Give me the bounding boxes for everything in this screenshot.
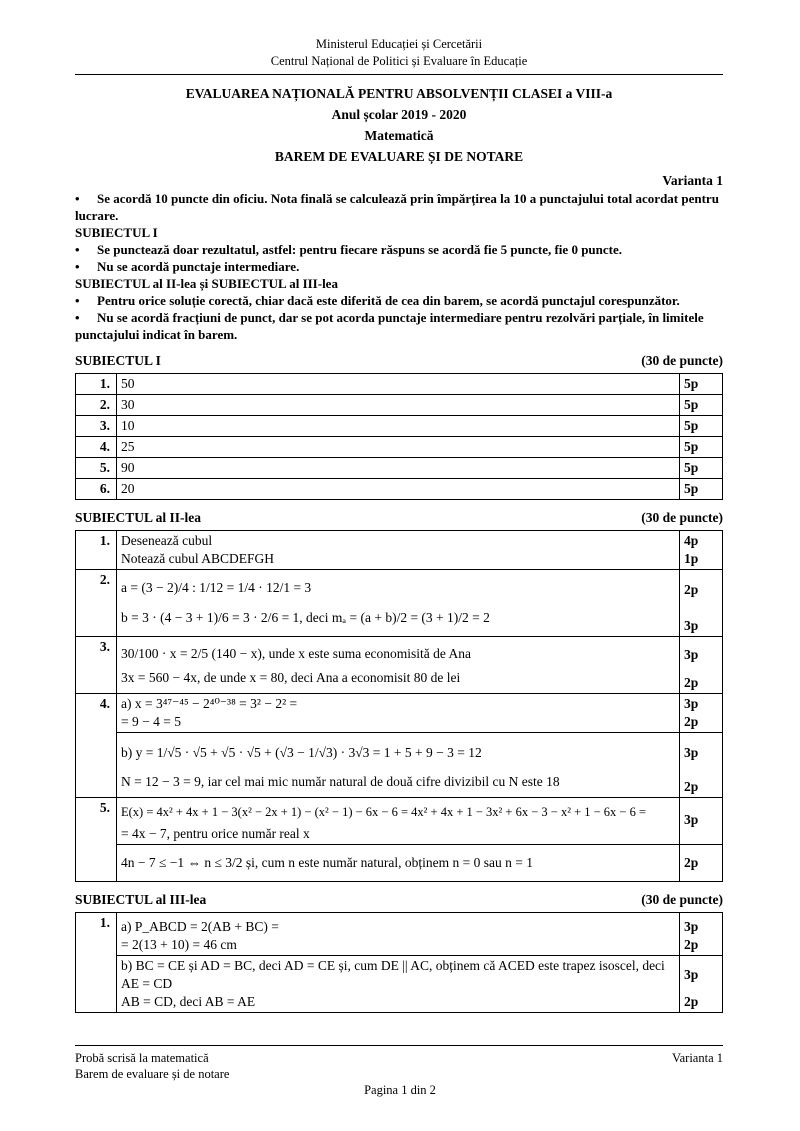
s2-table <box>75 530 723 882</box>
table-row: 5. 90 5p <box>76 458 723 479</box>
rule-item: • Se punctează doar rezultatul, astfel: pentru fiecare răspuns se acordă fie 5 puncte, fie 0 puncte. <box>75 242 623 257</box>
table-row: 3. 30/100 · x = 2/5 (140 − x), unde x este suma economisită de Ana 3x = 560 − 4x, de unde x = 80, deci Ana a economisit 80 de lei 3p 2p <box>76 637 723 694</box>
table-row: 1. Desenează cubul Notează cubul ABCDEFGH 4p 1p <box>76 531 723 570</box>
footer-variant: Varianta 1 <box>671 1051 723 1065</box>
table-row: 6. 20 5p <box>76 479 723 500</box>
table-row: 4. 25 5p <box>76 437 723 458</box>
barem-title: BAREM DE EVALUARE ȘI DE NOTARE <box>274 149 524 164</box>
school-year: Anul școlar 2019 - 2020 <box>331 107 467 122</box>
table-row: 2. a = (3 − 2)/4 : 1/12 = 1/4 · 12/1 = 3 b = 3 · (4 − 3 + 1)/6 = 3 · 2/6 = 1, deci mₐ = (a + b)/2 = (3 + 1)/2 = 2 2p 3p <box>76 570 723 637</box>
exam-title: EVALUAREA NAȚIONALĂ PENTRU ABSOLVENȚII CLASEI a VIII-a <box>185 86 613 101</box>
rules-section-title: SUBIECTUL al II-lea și SUBIECTUL al III-lea <box>75 276 338 291</box>
footer-barem-label: Barem de evaluare și de notare <box>75 1067 230 1081</box>
grading-rules <box>75 190 723 343</box>
section-header-s2: SUBIECTUL al II-lea (30 de puncte) <box>75 510 723 525</box>
table-row: b) BC = CE și AD = BC, deci AD = CE și, cum DE || AC, obținem că ACED este trapez isoscel, deci AE = CD AB = CD, deci AB = AE 3p 2p <box>76 956 723 1013</box>
rules-section-title: SUBIECTUL I <box>75 225 158 240</box>
table-row: 5. E(x) = 4x² + 4x + 1 − 3(x² − 2x + 1) − (x² − 1) − 6x − 6 = 4x² + 4x + 1 − 3x² + 6x − 3 − x² + 1 − 6x − 6 = = 4x − 7, pentru orice număr real x 3p <box>76 798 723 845</box>
section-header-s1: SUBIECTUL I (30 de puncte) <box>75 353 723 368</box>
subject-name: Matematică <box>364 128 434 143</box>
page-number: Pagina 1 din 2 <box>364 1083 436 1097</box>
page <box>75 0 723 1013</box>
center-name: Centrul Național de Politici și Evaluare în Educație <box>270 54 528 68</box>
document-footer <box>75 1050 723 1082</box>
rule-item: • Pentru orice soluție corectă, chiar dacă este diferită de cea din barem, se acordă punctajul corespunzător. <box>75 293 680 308</box>
table-row: 2. 30 5p <box>76 395 723 416</box>
variant-label: Varianta 1 <box>662 173 723 188</box>
footer-exam-label: Probă scrisă la matematică <box>75 1051 209 1065</box>
section-header-s3: SUBIECTUL al III-lea (30 de puncte) <box>75 892 723 907</box>
ministry-name: Ministerul Educației și Cercetării <box>315 37 483 51</box>
header-divider <box>75 74 723 75</box>
s1-table <box>75 373 723 500</box>
table-row: 1. 50 5p <box>76 374 723 395</box>
document-title <box>75 83 723 167</box>
table-row: 4n − 7 ≤ −1 ⇔ n ≤ 3/2 și, cum n este număr natural, obținem n = 0 sau n = 1 2p <box>76 845 723 882</box>
rule-item: • Nu se acordă punctaje intermediare. <box>75 259 300 274</box>
rule-item: • Nu se acordă fracțiuni de punct, dar se pot acorda punctaje intermediare pentru rezolvări parțiale, în limitele punctajului indicat în barem. <box>75 310 704 342</box>
document-header <box>75 0 723 70</box>
s3-table <box>75 912 723 1013</box>
table-row: b) y = 1/√5 · √5 + √5 · √5 + (√3 − 1/√3) · 3√3 = 1 + 5 + 9 − 3 = 12 N = 12 − 3 = 9, iar cel mai mic număr natural de două cifre divizibil cu N este 18 3p 2p <box>76 733 723 798</box>
table-row: 3. 10 5p <box>76 416 723 437</box>
table-row: 4. a) x = 3⁴⁷⁻⁴⁵ − 2⁴⁰⁻³⁸ = 3² − 2² = = 9 − 4 = 5 3p 2p <box>76 694 723 733</box>
rule-item: • Se acordă 10 puncte din oficiu. Nota finală se calculează prin împărțirea la 10 a punctajului total acordat pentru lucrare. <box>75 191 719 223</box>
table-row: 1. a) P_ABCD = 2(AB + BC) = = 2(13 + 10) = 46 cm 3p 2p <box>76 913 723 956</box>
footer-divider <box>75 1045 723 1046</box>
